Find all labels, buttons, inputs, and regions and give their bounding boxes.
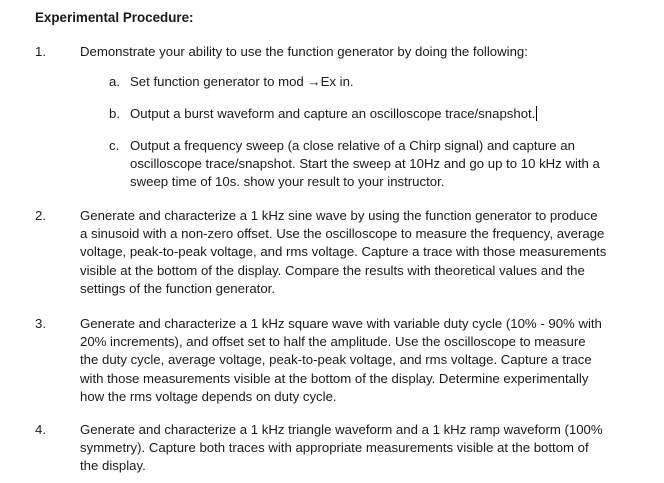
subitem-letter: a. xyxy=(109,74,120,89)
item-line: 20% increments), and offset set to half the amplitude. Use the oscilloscope to measure xyxy=(80,334,586,350)
subitem-text xyxy=(130,73,628,91)
item-number: 4. xyxy=(35,422,46,437)
subitem-letter: c. xyxy=(109,138,120,153)
item-line: Generate and characterize a 1 kHz triangle waveform and a 1 kHz ramp waveform (100% xyxy=(80,422,603,437)
item-text xyxy=(80,421,630,476)
item-line: with those measurements visible at the bottom of the display. Determine experimentally xyxy=(80,370,589,386)
item-line: how the rms voltage depends on duty cycle. xyxy=(80,388,337,404)
item-line: symmetry). Capture both traces with appropriate measurements visible at the bottom of xyxy=(80,440,589,456)
subitem-letter: b. xyxy=(109,106,120,121)
subitem-line: oscilloscope trace/snapshot. Start the sweep at 10Hz and go up to 10 kHz with a xyxy=(130,156,600,172)
item-line: the duty cycle, average voltage, peak-to-peak voltage, and rms voltage. Capture a trace xyxy=(80,352,592,368)
subitem-line: Output a frequency sweep (a close relative of a Chirp signal) and capture an xyxy=(130,138,575,153)
item-number: 1. xyxy=(35,44,46,59)
subitem-text xyxy=(130,137,628,192)
item-line: Demonstrate your ability to use the function generator by doing the following: xyxy=(80,44,528,59)
text-cursor xyxy=(536,106,537,121)
item-line: settings of the function generator. xyxy=(80,280,276,296)
item-number: 2. xyxy=(35,208,46,223)
item-line: visible at the bottom of the display. Compare the results with theoretical values and the xyxy=(80,262,585,278)
section-heading: Experimental Procedure: xyxy=(35,10,194,25)
subitem-line: Output a burst waveform and capture an oscilloscope trace/snapshot. xyxy=(130,106,536,121)
item-text xyxy=(80,315,630,406)
item-text xyxy=(80,43,630,61)
subitem-line: sweep time of 10s. show your result to your instructor. xyxy=(130,174,445,190)
subitem-line: Set function generator to mod →Ex in. xyxy=(130,74,354,89)
item-text xyxy=(80,207,630,298)
item-line: a sinusoid with a non-zero offset. Use the oscilloscope to measure the frequency, average xyxy=(80,226,605,242)
subitem-text xyxy=(130,105,628,123)
item-line: voltage, peak-to-peak voltage, and rms voltage. Capture a trace with those measurements xyxy=(80,244,607,260)
item-line: the display. xyxy=(80,458,146,474)
item-number: 3. xyxy=(35,316,46,331)
item-line: Generate and characterize a 1 kHz square wave with variable duty cycle (10% - 90% with xyxy=(80,316,602,331)
item-line: Generate and characterize a 1 kHz sine wave by using the function generator to produce xyxy=(80,208,598,223)
